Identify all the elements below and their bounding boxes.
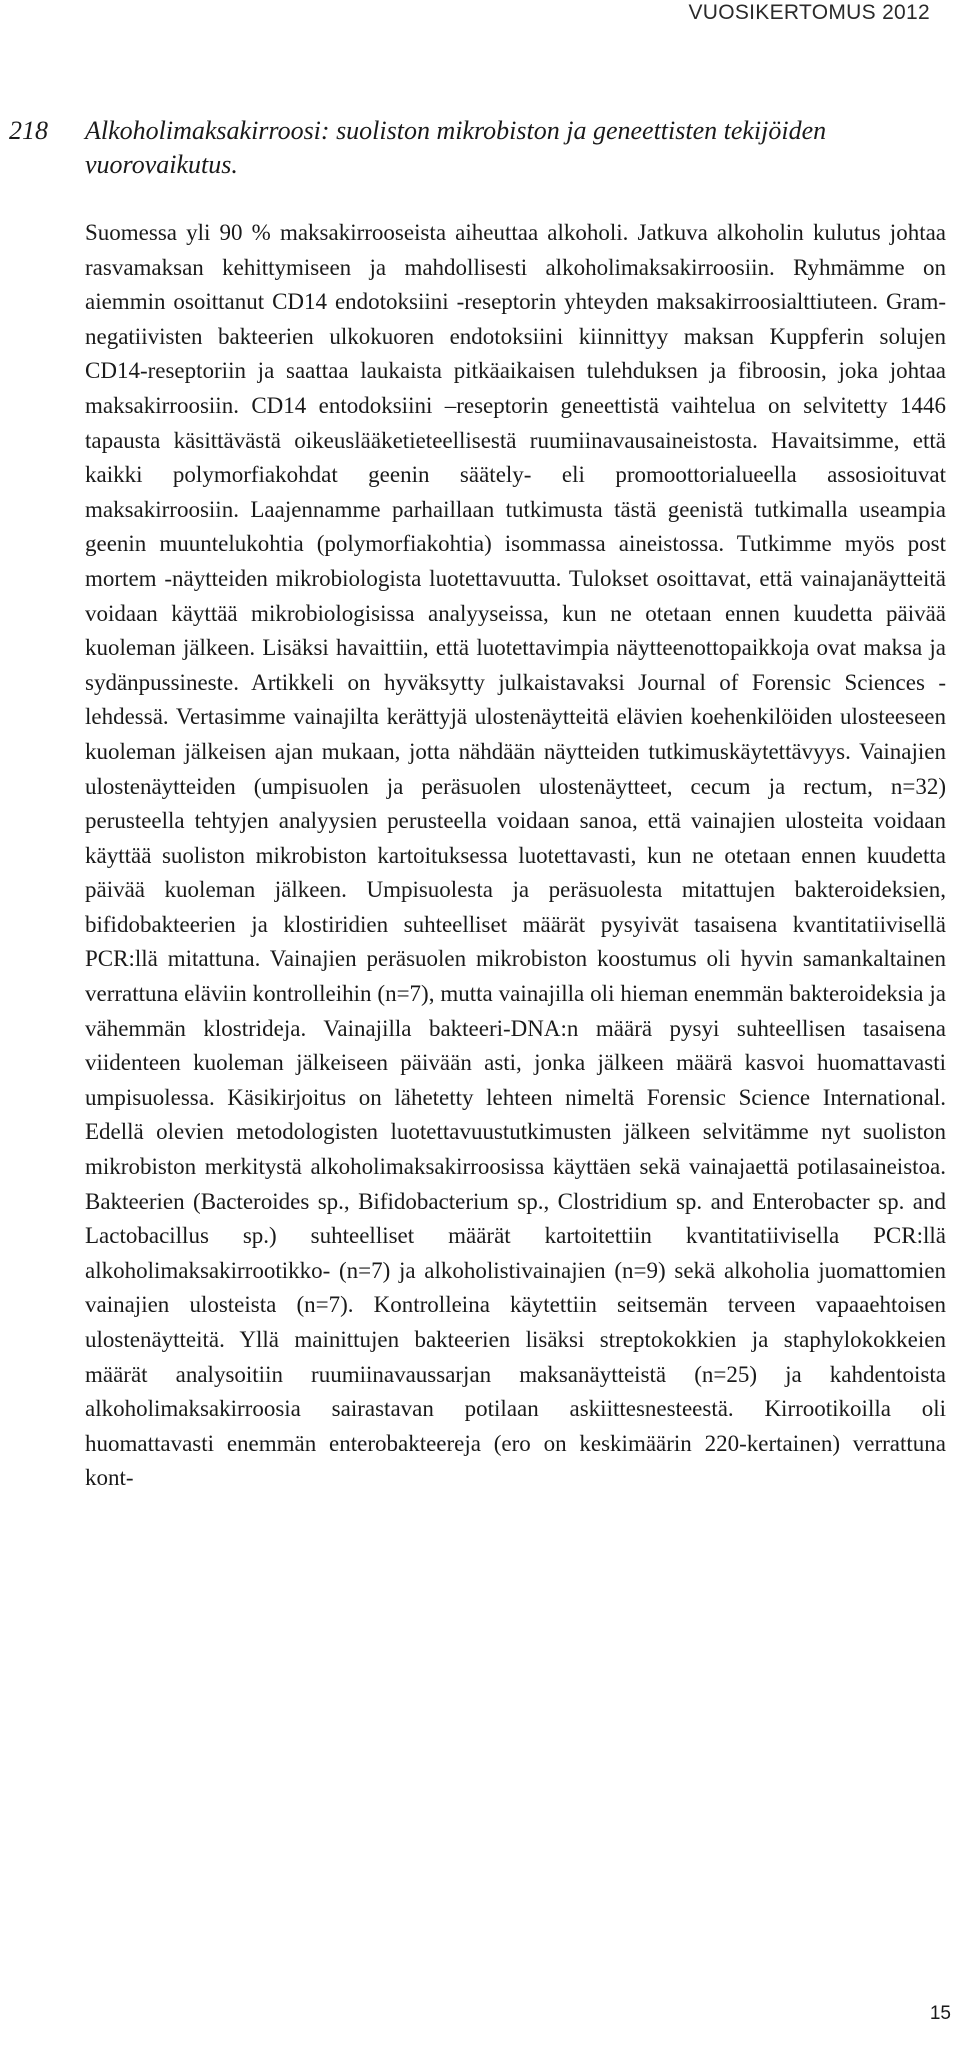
entry-number: 218	[9, 116, 48, 145]
entry-title: Alkoholimaksakirroosi: suoliston mikrobiston ja geneettisten tekijöiden vuorovaikutus.	[85, 116, 827, 179]
entry-body-text: Suomessa yli 90 % maksakirrooseista aiheuttaa alkoholi. Jatkuva alkoholin kulutus johtaa rasvamaksan kehittymiseen ja mahdollisesti alkoholimaksakirroosiin. Ryhmämme on aiemmin osoittanut CD14 endotoksiini -reseptorin yhteyden maksakirroosialttiuteen. Gram-negatiivisten bakteerien ulkokuoren endotoksiini kiinnittyy maksan Kuppferin solujen CD14-reseptoriin ja saattaa laukaista pitkäaikaisen tulehduksen ja fibroosin, joka johtaa maksakirroosiin. CD14 entodoksiini –reseptorin geneettistä vaihtelua on selvitetty 1446 tapausta käsittävästä oikeuslääketieteellisestä ruumiinavausaineistosta. Havaitsimme, että kaikki polymorfiakohdat geenin säätely- eli promoottorialueella assosioituvat maksakirroosiin. Laajennamme parhaillaan tutkimusta tästä geenistä tutkimalla useampia geenin muuntelukohtia (polymorfiakohtia) isommassa aineistossa. Tutkimme myös post mortem -näytteiden mikrobiologista luotettavuutta. Tulokset osoittavat, että vainajanäytteitä voidaan käyttää mikrobiologisissa analyyseissa, kun ne otetaan ennen kuudetta päivää kuoleman jälkeen. Lisäksi havaittiin, että luotettavimpia näytteenottopaikkoja ovat maksa ja sydänpussineste. Artikkeli on hyväksytty julkaistavaksi Journal of Forensic Sciences -lehdessä. Vertasimme vainajilta kerättyjä ulostenäytteitä elävien koehenkilöiden ulosteeseen kuoleman jälkeisen ajan mukaan, jotta nähdään näytteiden tutkimuskäytettävyys. Vainajien ulostenäytteiden (umpisuolen ja peräsuolen ulostenäytteet, cecum ja rectum, n=32) perusteella tehtyjen analyysien perusteella voidaan sanoa, että vainajien ulosteita voidaan käyttää suoliston mikrobiston kartoituksessa luotettavasti, kun ne otetaan ennen kuudetta päivää kuoleman jälkeen. Umpisuolesta ja peräsuolesta mitattujen bakteroideksien, bifidobakteerien ja klostiridien suhteelliset määrät pysyivät tasaisena kvantitatiivisellä PCR:llä mitattuna. Vainajien peräsuolen mikrobiston koostumus oli hyvin samankaltainen verrattuna eläviin kontrolleihin (n=7), mutta vainajilla oli hieman enemmän bakteroideksia ja vähemmän klostrideja. Vainajilla bakteeri-DNA:n määrä pysyi suhteellisen tasaisena viidenteen kuoleman jälkeiseen päivään asti, jonka jälkeen määrä kasvoi huomattavasti umpisuolessa. Käsikirjoitus on lähetetty lehteen nimeltä Forensic Science International. Edellä olevien metodologisten luotettavuustutkimusten jälkeen selvitämme nyt suoliston mikrobiston merkitystä alkoholimaksakirroosissa käyttäen sekä vainajaettä potilasaineistoa. Bakteerien (Bacteroides sp., Bifidobacterium sp., Clostridium sp. and Enterobacter sp. and Lactobacillus sp.) suhteelliset määrät kartoitettiin kvantitatiivisella PCR:llä alkoholimaksakirrootikko- (n=7) ja alkoholistivainajien (n=9) sekä alkoholia juomattomien vainajien ulosteista (n=7). Kontrolleina käytettiin seitsemän terveen vapaaehtoisen ulostenäytteitä. Yllä mainittujen bakteerien lisäksi streptokokkien ja staphylokokkeien määrät analysoitiin ruumiinavaussarjan maksanäytteistä (n=25) ja kahdentoista alkoholimaksakirroosia sairastavan potilaan askiittesnesteestä. Kirrootikoilla oli huomattavasti enemmän enterobakteereja (ero on keskimäärin 220-kertainen) verrattuna kont-	[85, 220, 946, 1491]
running-header: VUOSIKERTOMUS 2012	[688, 1, 930, 24]
page-number: 15	[929, 2003, 951, 2024]
